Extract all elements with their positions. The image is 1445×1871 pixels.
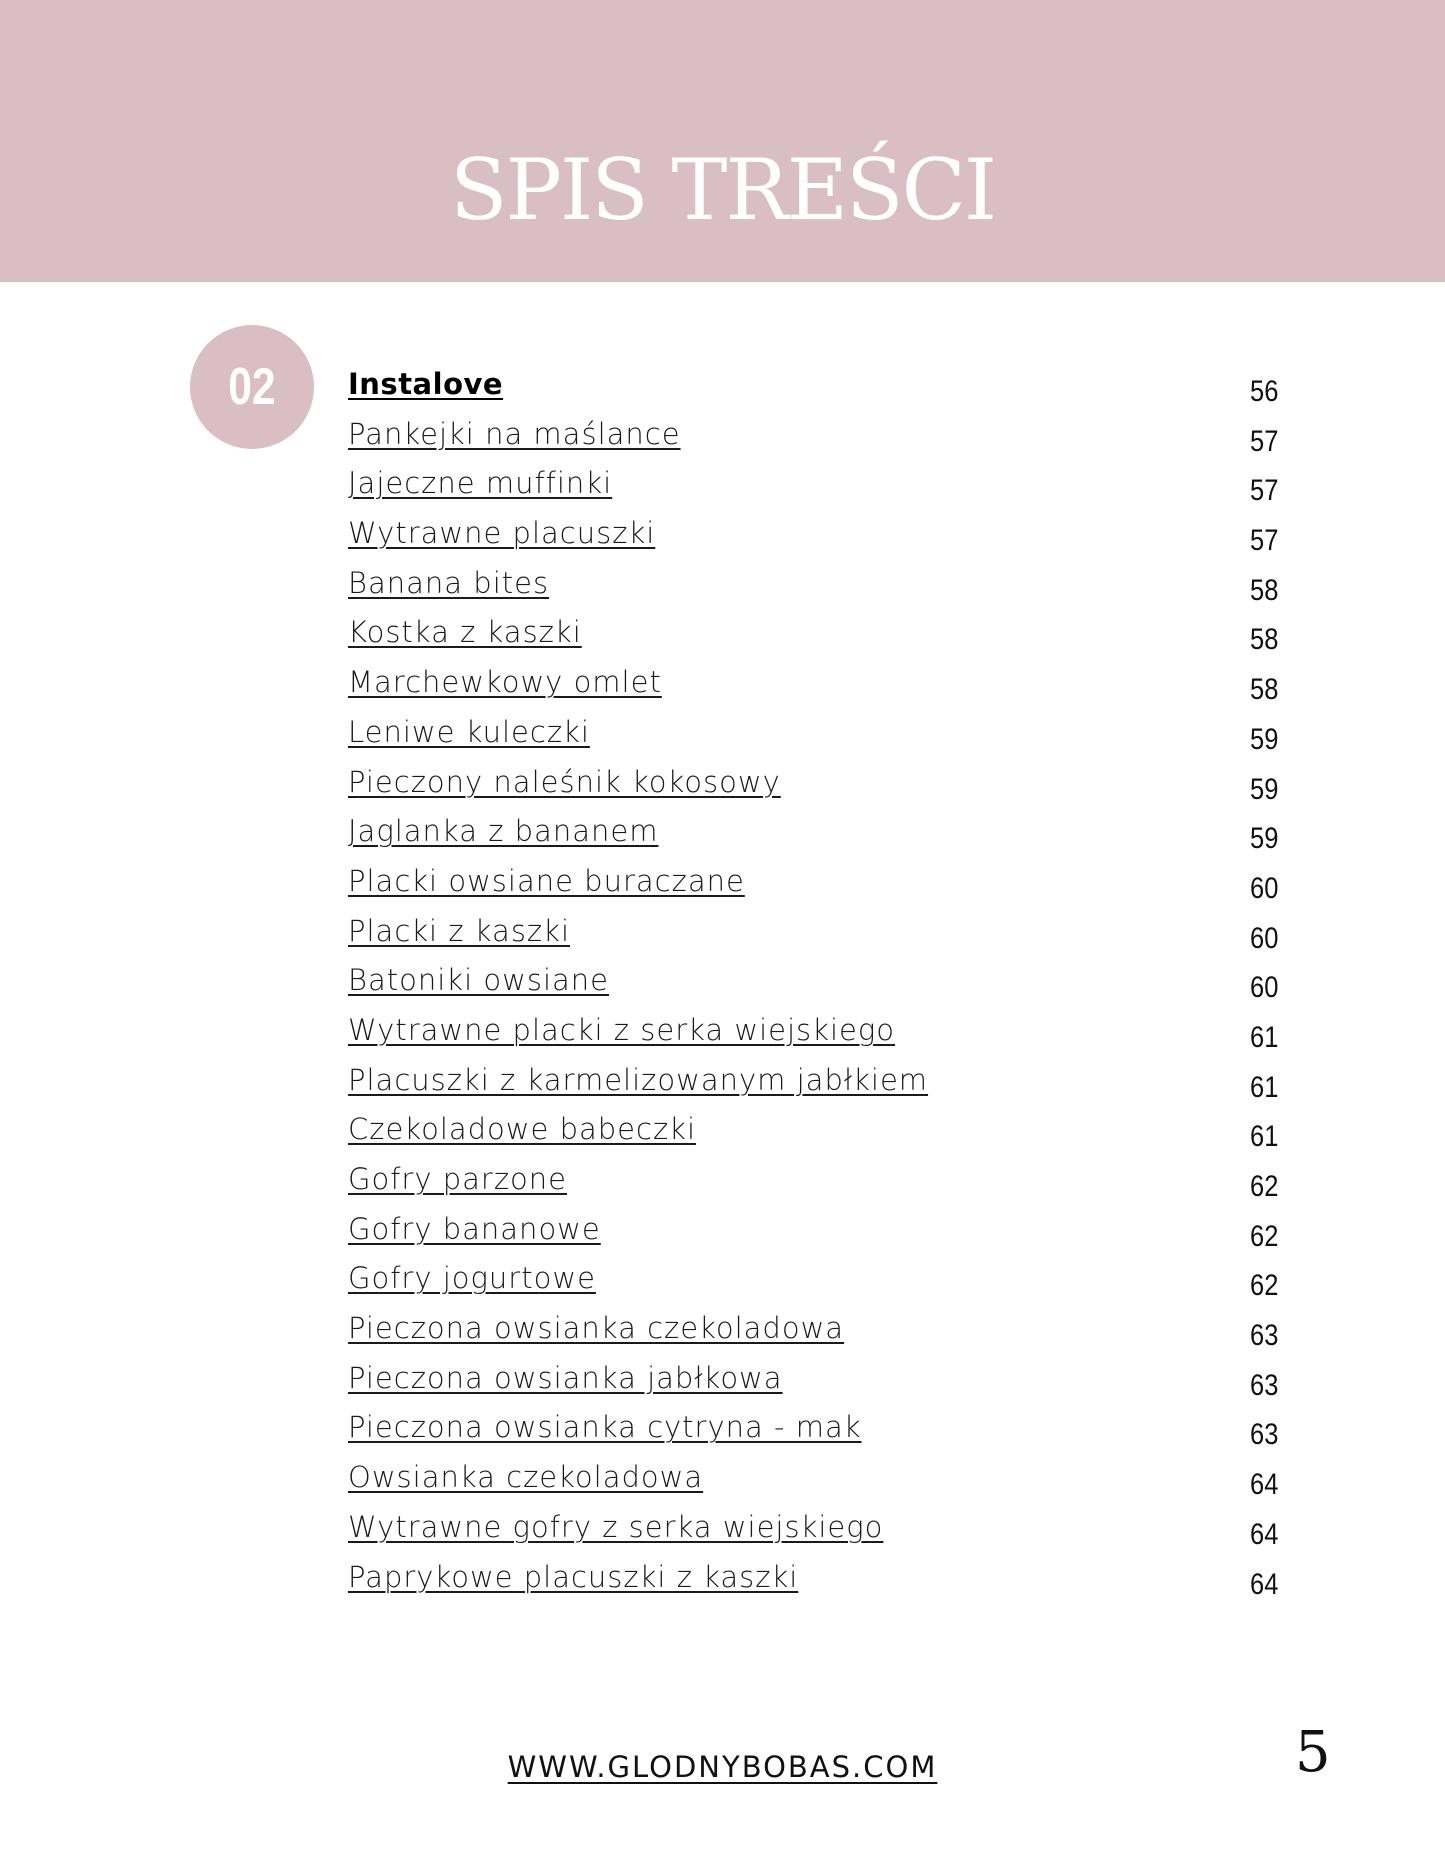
toc-entry-link[interactable]: Jaglanka z bananem <box>348 814 659 849</box>
toc-row[interactable] <box>348 1261 1278 1311</box>
toc-page-number: 59 <box>1249 822 1278 856</box>
toc-entry-link[interactable]: Czekoladowe babeczki <box>348 1112 697 1147</box>
toc-page-number: 60 <box>1249 971 1278 1005</box>
toc-page-number: 62 <box>1249 1269 1278 1303</box>
toc-page-number: 59 <box>1249 772 1278 806</box>
toc-row[interactable] <box>348 516 1278 566</box>
toc-row[interactable] <box>348 566 1278 616</box>
toc-page-number: 58 <box>1249 573 1278 607</box>
toc-entry-link[interactable]: Wytrawne placki z serka wiejskiego <box>348 1012 896 1047</box>
toc-page-number: 63 <box>1249 1319 1278 1353</box>
toc-entry-link[interactable]: Banana bites <box>348 565 550 600</box>
page-title: SPIS TREŚCI <box>449 141 996 239</box>
toc-row[interactable] <box>348 1311 1278 1361</box>
toc-row[interactable] <box>348 814 1278 864</box>
toc-row[interactable] <box>348 417 1278 467</box>
toc-page-number: 64 <box>1249 1468 1278 1502</box>
toc-row[interactable] <box>348 765 1278 815</box>
toc-page-number: 63 <box>1249 1368 1278 1402</box>
toc-page-number: 57 <box>1249 424 1278 458</box>
toc-section-heading-link[interactable]: Instalove <box>348 367 504 401</box>
toc-page-number: 64 <box>1249 1517 1278 1551</box>
toc-entry-link[interactable]: Placki z kaszki <box>348 913 571 948</box>
toc-row[interactable] <box>348 1013 1278 1063</box>
section-number: 02 <box>228 358 276 416</box>
toc-row[interactable] <box>348 1212 1278 1262</box>
toc-entry-link[interactable]: Gofry bananowe <box>348 1211 601 1246</box>
toc-entry-link[interactable]: Pieczony naleśnik kokosowy <box>348 764 781 799</box>
toc-entry-link[interactable]: Pieczona owsianka jabłkowa <box>348 1360 783 1395</box>
toc-entry-link[interactable]: Leniwe kuleczki <box>348 714 590 749</box>
toc-row[interactable] <box>348 715 1278 765</box>
header-banner <box>0 0 1445 282</box>
toc-page-number: 58 <box>1249 623 1278 657</box>
toc-row[interactable] <box>348 864 1278 914</box>
website-link[interactable]: WWW.GLODNYBOBAS.COM <box>507 1750 938 1784</box>
toc-page-number: 61 <box>1249 1120 1278 1154</box>
toc-entry-link[interactable]: Wytrawne gofry z serka wiejskiego <box>348 1509 884 1544</box>
toc-entry-link[interactable]: Owsianka czekoladowa <box>348 1460 704 1495</box>
toc-entry-link[interactable]: Placki owsiane buraczane <box>348 863 745 898</box>
toc-entry-link[interactable]: Marchewkowy omlet <box>348 665 662 700</box>
toc-row[interactable] <box>348 1162 1278 1212</box>
toc-row[interactable] <box>348 615 1278 665</box>
toc-entry-link[interactable]: Placuszki z karmelizowanym jabłkiem <box>348 1062 929 1097</box>
toc-row[interactable] <box>348 1510 1278 1560</box>
toc-entry-link[interactable]: Kostka z kaszki <box>348 615 582 650</box>
toc-entry-link[interactable]: Pieczona owsianka cytryna - mak <box>348 1410 862 1445</box>
toc-row[interactable] <box>348 1410 1278 1460</box>
toc-page-number: 57 <box>1249 524 1278 558</box>
table-of-contents <box>348 367 1278 1609</box>
toc-entry-link[interactable]: Pieczona owsianka czekoladowa <box>348 1311 845 1346</box>
toc-row[interactable] <box>348 466 1278 516</box>
toc-entry-link[interactable]: Gofry parzone <box>348 1162 568 1196</box>
toc-row[interactable] <box>348 367 1278 417</box>
toc-row[interactable] <box>348 665 1278 715</box>
toc-page-number: 57 <box>1249 474 1278 508</box>
toc-page-number: 62 <box>1249 1170 1278 1203</box>
toc-entry-link[interactable]: Pankejki na maślance <box>348 416 681 451</box>
toc-row[interactable] <box>348 1560 1278 1610</box>
toc-page-number: 60 <box>1249 871 1278 905</box>
toc-entry-link[interactable]: Gofry jogurtowe <box>348 1261 596 1296</box>
toc-entry-link[interactable]: Wytrawne placuszki <box>348 516 656 551</box>
toc-page-number: 64 <box>1249 1567 1278 1601</box>
toc-entry-link[interactable]: Paprykowe placuszki z kaszki <box>348 1559 799 1594</box>
toc-page-number: 56 <box>1249 375 1278 408</box>
toc-row[interactable] <box>348 963 1278 1013</box>
toc-row[interactable] <box>348 1460 1278 1510</box>
toc-row[interactable] <box>348 1361 1278 1411</box>
toc-row[interactable] <box>348 914 1278 964</box>
toc-page-number: 61 <box>1249 1070 1278 1104</box>
toc-page-number: 63 <box>1249 1418 1278 1452</box>
toc-row[interactable] <box>348 1063 1278 1113</box>
section-number-badge <box>190 325 314 449</box>
toc-row[interactable] <box>348 1112 1278 1162</box>
toc-page-number: 62 <box>1249 1219 1278 1253</box>
toc-page-number: 61 <box>1249 1020 1278 1054</box>
toc-page-number: 58 <box>1249 673 1278 707</box>
toc-entry-link[interactable]: Batoniki owsiane <box>348 963 609 998</box>
page-number: 5 <box>1295 1720 1331 1785</box>
toc-entry-link[interactable]: Jajeczne muffinki <box>348 466 613 501</box>
toc-page-number: 60 <box>1249 921 1278 955</box>
toc-page-number: 59 <box>1249 722 1278 756</box>
